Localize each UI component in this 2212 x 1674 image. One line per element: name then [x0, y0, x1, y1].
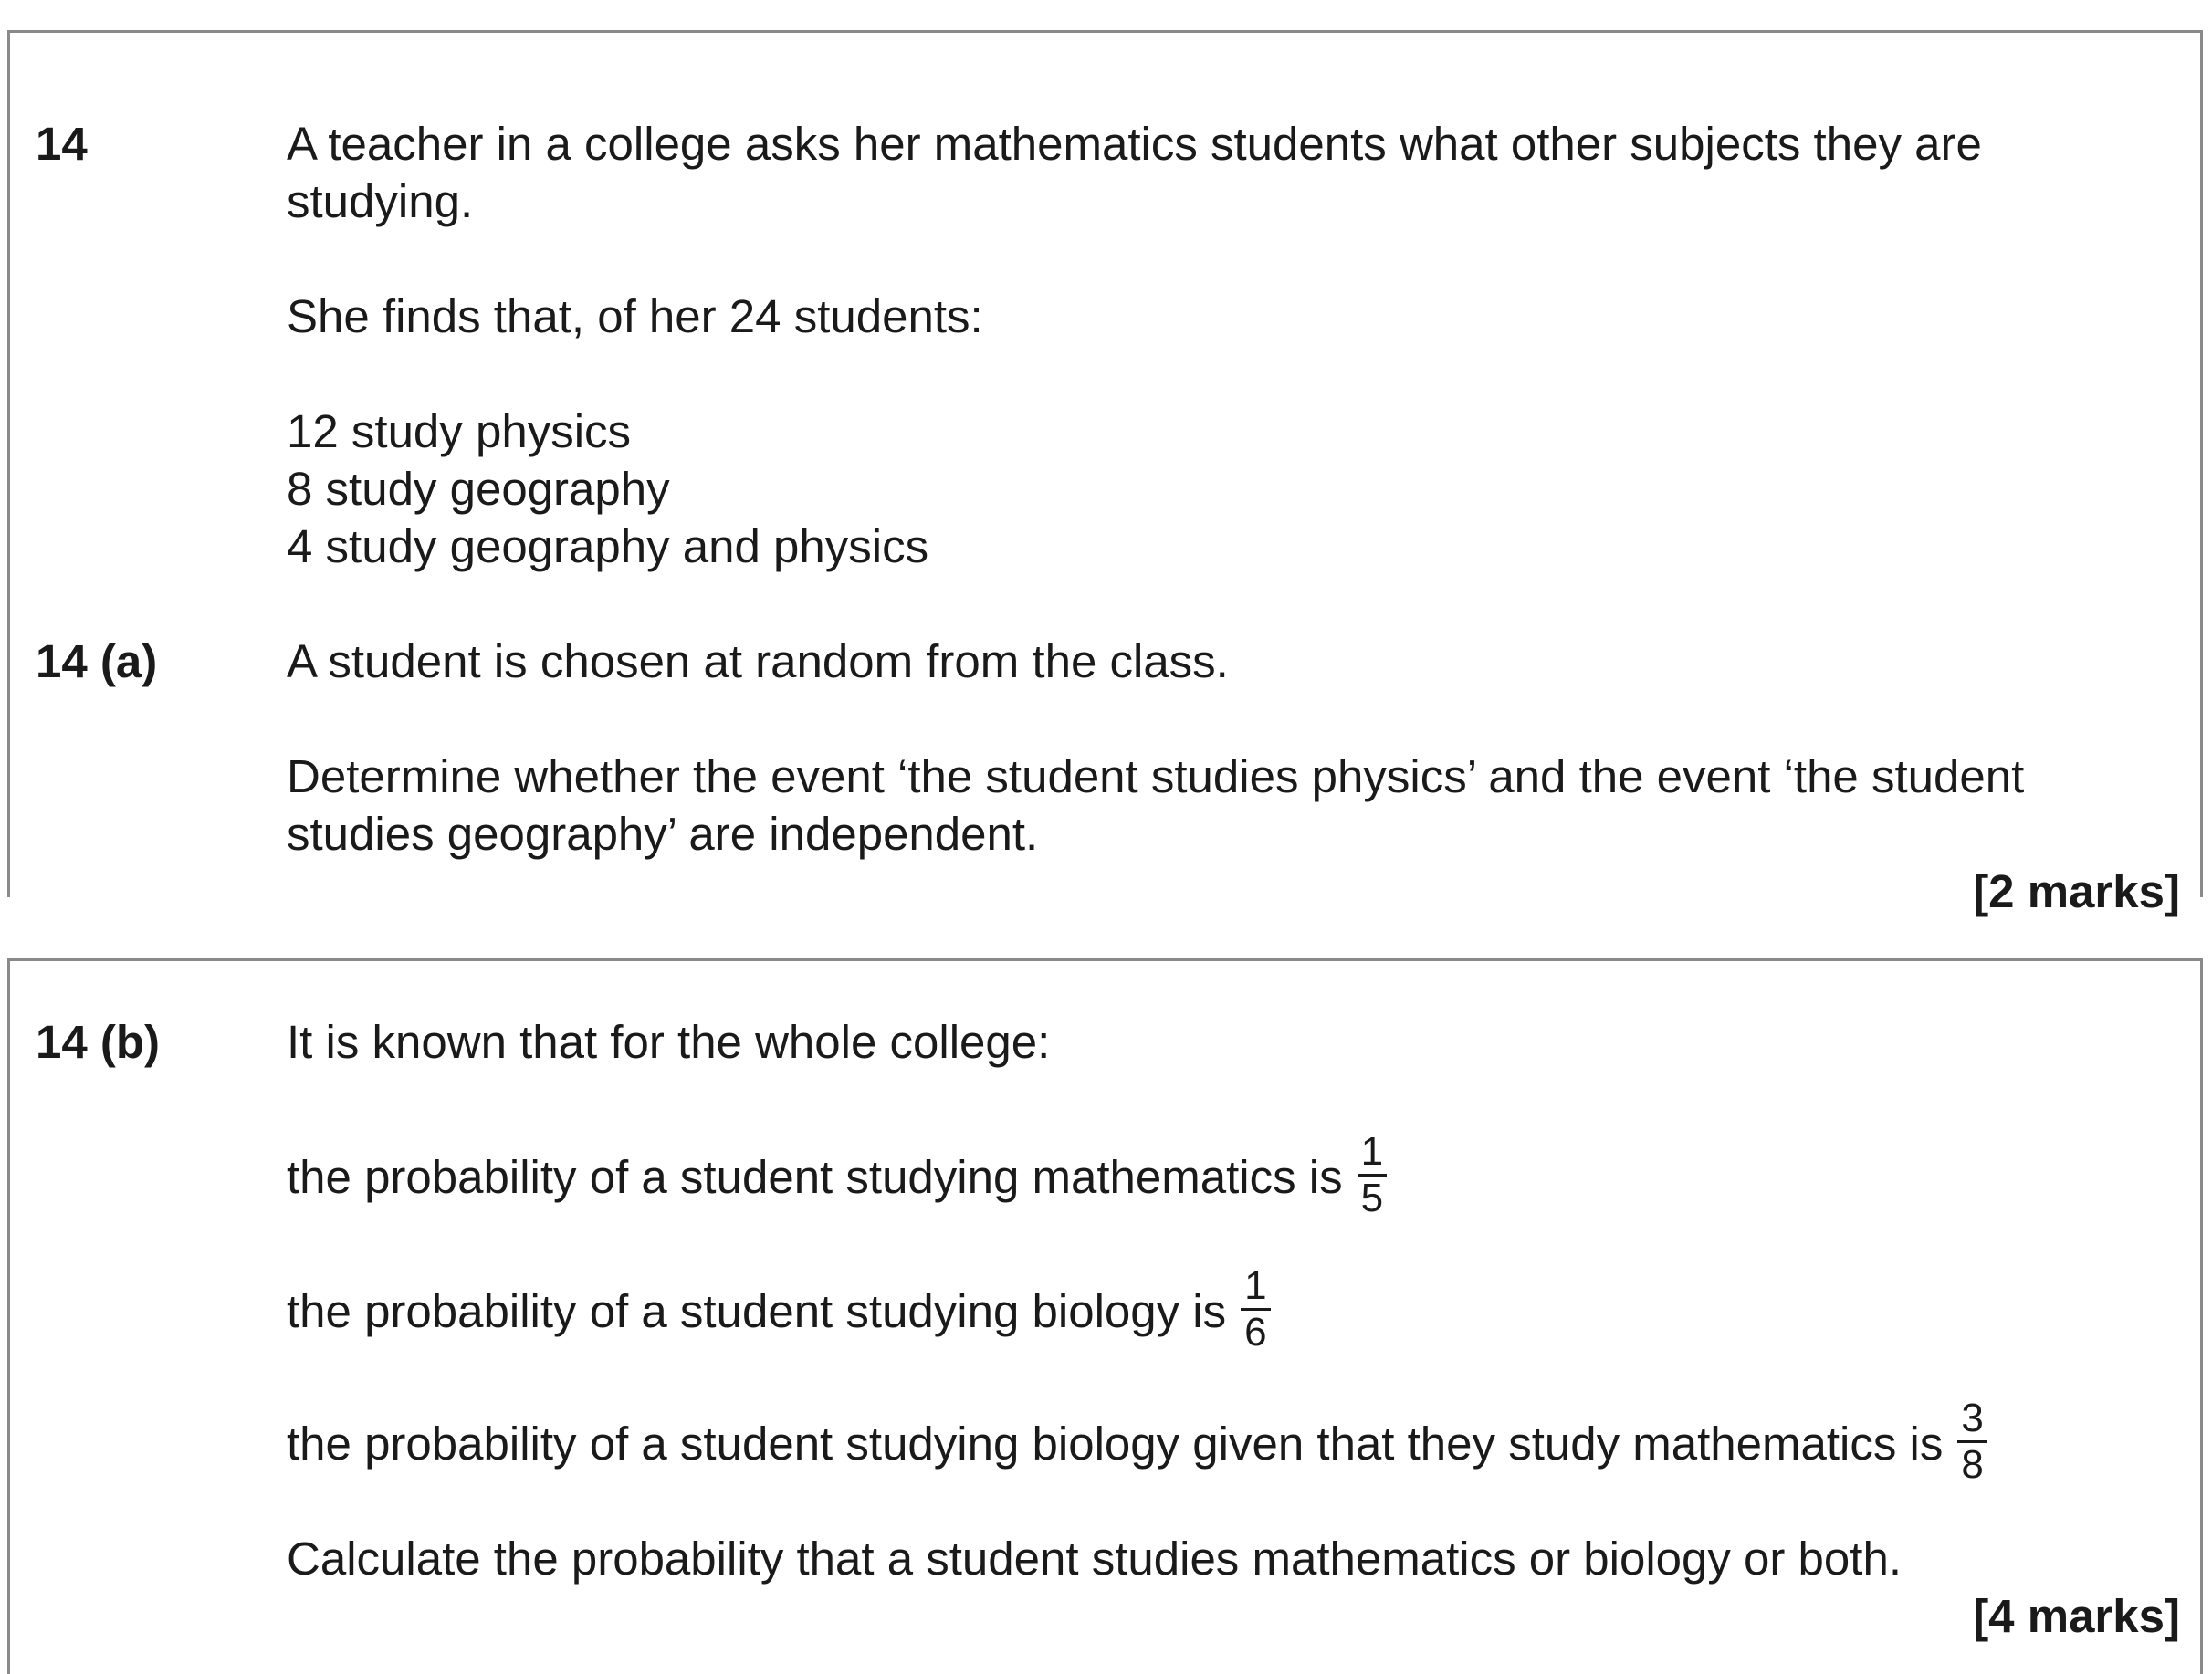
- prob-math-text: the probability of a student studying mathematics is: [287, 1150, 1343, 1203]
- part-b-marks: [4 marks]: [1973, 1590, 2180, 1642]
- prob-bio-text: the probability of a student studying biology is: [287, 1284, 1227, 1337]
- prob-math-numerator: 1: [1358, 1132, 1387, 1177]
- prob-math-fraction: [1358, 1129, 1387, 1220]
- question-14b-box: [7, 958, 2203, 1674]
- fact-geography: 8 study geography: [287, 463, 670, 515]
- prob-conditional-text: the probability of a student studying biology given that they study mathematics is: [287, 1417, 1944, 1470]
- prob-math-line: [287, 1129, 1387, 1224]
- question-stem-line-1: A teacher in a college asks her mathematics students what other subjects they are: [287, 118, 1982, 170]
- fact-both: 4 study geography and physics: [287, 520, 929, 572]
- question-14-box: [7, 30, 2203, 917]
- part-b-intro: It is known that for the whole college:: [287, 1016, 1051, 1068]
- part-a-text: A student is chosen at random from the class.: [287, 635, 1229, 687]
- question-stem-line-2: studying.: [287, 175, 474, 227]
- prob-math-denominator: 5: [1360, 1176, 1384, 1220]
- part-a-label: 14 (a): [36, 635, 158, 687]
- part-a-task-line-2: studies geography’ are independent.: [287, 808, 1039, 860]
- prob-bio-line: [287, 1263, 1271, 1358]
- part-b-task: Calculate the probability that a student studies mathematics or biology or both.: [287, 1533, 1902, 1585]
- prob-conditional-numerator: 3: [1957, 1398, 1987, 1443]
- part-b-label: 14 (b): [36, 1016, 161, 1068]
- part-a-task-line-1: Determine whether the event ‘the student studies physics’ and the event ‘the student: [287, 750, 2025, 802]
- prob-bio-numerator: 1: [1241, 1266, 1270, 1311]
- prob-conditional-line: [287, 1396, 1987, 1491]
- fact-physics: 12 study physics: [287, 405, 632, 457]
- prob-bio-fraction: [1241, 1263, 1270, 1355]
- finds-text: She finds that, of her 24 students:: [287, 290, 983, 342]
- part-a-marks: [2 marks]: [1973, 865, 2180, 917]
- question-number: 14: [36, 118, 88, 170]
- prob-conditional-fraction: [1957, 1398, 1987, 1485]
- prob-conditional-denominator: 8: [1961, 1442, 1984, 1487]
- prob-bio-denominator: 6: [1244, 1310, 1267, 1355]
